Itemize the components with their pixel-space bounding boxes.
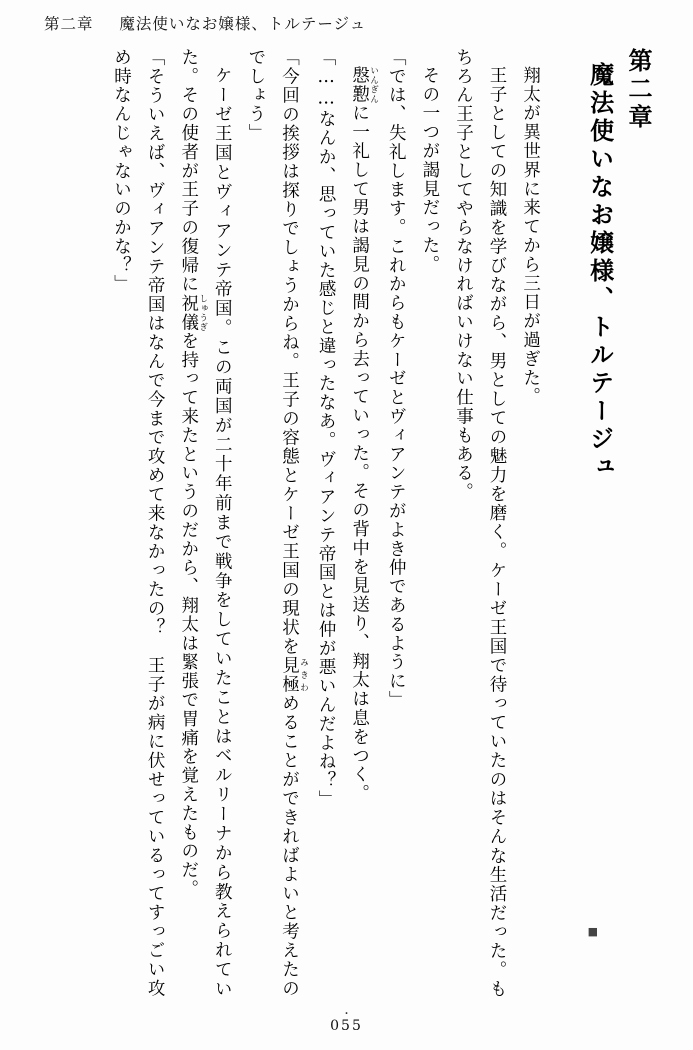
page-number: 055: [330, 1018, 363, 1034]
chapter-heading: [580, 48, 657, 998]
column-gap: [557, 48, 571, 998]
footer-dot: ・: [341, 1009, 352, 1020]
paragraph-8: ケーゼ王国とヴィアンテ帝国。この両国が二十年前まで戦争をしていたことはベルリーナから教えられていた。その使者が王子の復帰に祝儀 しゅうぎを持って来たというのだから、翔太は緊張で胃痛を覚えたものだ。: [178, 48, 233, 998]
paragraph-1: 翔太が異世界に来てから三日が過ぎた。: [520, 65, 541, 406]
chapter-heading-title: 魔法使いなお嬢様、トルテージュ: [585, 62, 615, 482]
side-mark: ■: [587, 925, 598, 938]
paragraph-7: 「今回の挨拶は探りでしょうからね。王子の容態とケーゼ王国の現状を見極 みきわめることができればよいと考えたのでしょう」: [245, 48, 309, 998]
running-head-chapter-label: 第二章: [44, 15, 94, 33]
paragraph-3: その一つが謁見だった。: [419, 65, 440, 274]
paragraph-4: 「では、失礼します。これからもケーゼとヴィアンテがよき仲であるように」: [386, 48, 407, 710]
paragraph-9: 「そういえば、ヴィアンテ帝国はなんで今まで攻めて来なかったの？ 王子が病に伏せっているってすっごい攻め時なんじゃないのかな？」: [111, 48, 166, 998]
running-head: [44, 12, 366, 34]
vertical-text-body: [36, 48, 663, 998]
chapter-heading-number: 第二章: [624, 48, 653, 132]
running-head-chapter-title: 魔法使いなお嬢様、トルテージュ: [119, 15, 367, 33]
paragraph-6: 「……なんか、思っていた感じと違ったなあ。ヴィアンテ帝国とは仲が悪いんだよね？」: [316, 48, 337, 809]
paragraph-2: 王子としての知識を学びながら、男としての魅力を磨く。ケーゼ王国で待っていたのはそんな生活だった。もちろん王子としてやらなければいけない仕事もある。: [453, 48, 508, 998]
paragraph-5: 慇懃 いんぎんに一礼して男は謁見の間から去っていった。その背中を見送り、翔太は息をつく。: [349, 65, 379, 803]
